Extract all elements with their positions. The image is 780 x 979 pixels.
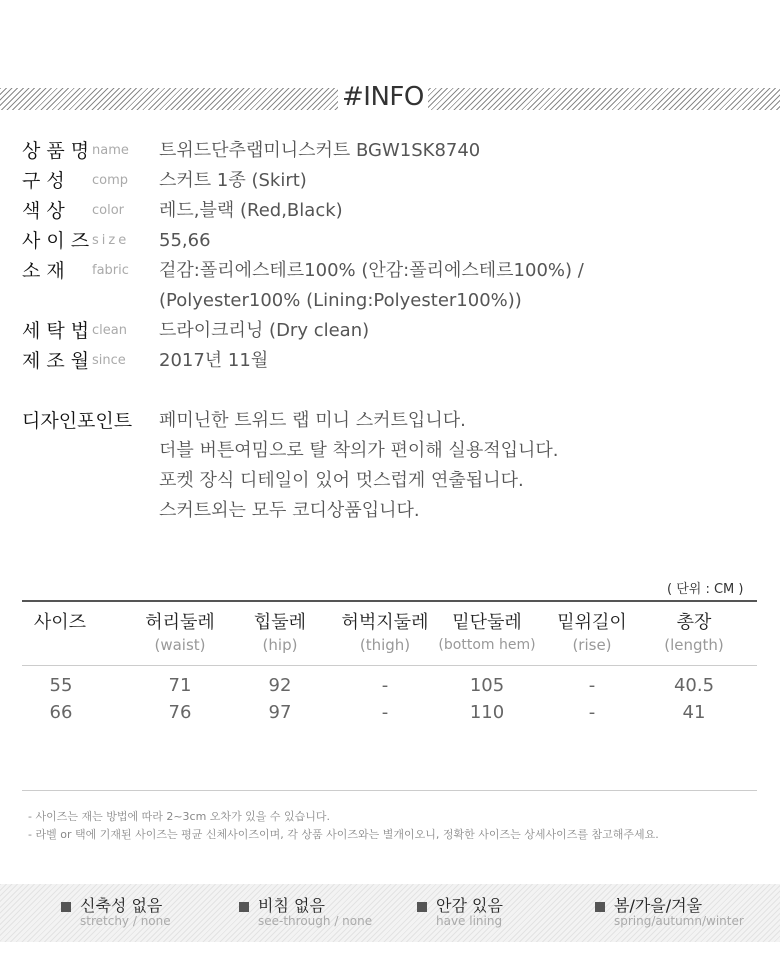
- unit-label: ( 단위 : CM ): [667, 582, 744, 597]
- info-sublabel: comp: [92, 173, 129, 188]
- info-value: 55,66: [159, 230, 211, 251]
- design-point-label: 디자인포인트: [22, 410, 133, 432]
- table-cell: 76: [168, 702, 192, 723]
- feature-sublabel: stretchy / none: [80, 914, 171, 928]
- size-note: - 라벨 or 택에 기재된 사이즈는 평균 신체사이즈이며, 각 상품 사이즈와는 별개이오니, 정확한 사이즈는 상세사이즈를 참고해주세요.: [28, 828, 659, 841]
- table-cell: 97: [268, 702, 292, 723]
- design-point-line: 스커트외는 모두 코디상품입니다.: [159, 500, 420, 521]
- info-sublabel: since: [92, 353, 126, 368]
- info-value: 트위드단추랩미니스커트 BGW1SK8740: [159, 140, 481, 161]
- square-bullet-icon: [239, 902, 249, 912]
- table-header-hip: 힙둘레 (hip): [253, 612, 307, 654]
- table-cell: -: [588, 702, 596, 723]
- info-label: 색 상: [22, 200, 65, 222]
- square-bullet-icon: [417, 902, 427, 912]
- feature-label: 비침 없음: [258, 896, 325, 915]
- feature-sublabel: have lining: [436, 914, 503, 928]
- table-header-length: 총장 (length): [664, 612, 724, 654]
- info-sublabel: clean: [92, 323, 127, 338]
- table-top-border: [22, 600, 757, 602]
- table-header-rise: 밑위길이 (rise): [557, 612, 627, 654]
- info-label: 소 재: [22, 260, 65, 282]
- feature-sublabel: see-through / none: [258, 914, 373, 928]
- table-cell: 41: [682, 702, 706, 723]
- table-cell: 71: [168, 675, 192, 696]
- info-value: 2017년 11월: [159, 350, 269, 371]
- info-sublabel: size: [92, 233, 130, 248]
- design-point-line: 페미닌한 트위드 랩 미니 스커트입니다.: [159, 410, 466, 431]
- feature-label: 신축성 없음: [80, 896, 163, 915]
- info-label: 사 이 즈: [22, 230, 90, 252]
- info-value: 레드,블랙 (Red,Black): [159, 200, 343, 221]
- table-header-size: 사이즈: [33, 612, 87, 633]
- table-header-bottom-hem: 밑단둘레 (bottom hem): [438, 612, 536, 653]
- table-cell: -: [588, 675, 596, 696]
- table-cell: 55: [49, 675, 73, 696]
- table-header-waist: 허리둘레 (waist): [145, 612, 215, 654]
- table-header-thigh: 허벅지둘레 (thigh): [341, 612, 429, 654]
- square-bullet-icon: [595, 902, 605, 912]
- table-cell: 92: [268, 675, 292, 696]
- info-label: 세 탁 법: [22, 320, 90, 342]
- size-note: - 사이즈는 재는 방법에 따라 2~3cm 오차가 있을 수 있습니다.: [28, 810, 331, 823]
- table-cell: 105: [469, 675, 505, 696]
- info-value: 스커트 1종 (Skirt): [159, 170, 307, 191]
- feature-label: 봄/가을/겨울: [614, 896, 703, 915]
- info-sublabel: name: [92, 143, 129, 158]
- design-point-line: 더블 버튼여밈으로 탈 착의가 편이해 실용적입니다.: [159, 440, 559, 461]
- info-sublabel: fabric: [92, 263, 129, 278]
- feature-label: 안감 있음: [436, 896, 503, 915]
- feature-sublabel: spring/autumn/winter: [614, 914, 744, 928]
- table-header-divider: [22, 665, 757, 666]
- info-label: 제 조 월: [22, 350, 90, 372]
- info-value: 겉감:폴리에스테르100% (안감:폴리에스테르100%) /: [159, 260, 584, 281]
- table-cell: 66: [49, 702, 73, 723]
- square-bullet-icon: [61, 902, 71, 912]
- table-cell: -: [381, 675, 389, 696]
- design-point-line: 포켓 장식 디테일이 있어 멋스럽게 연출됩니다.: [159, 470, 524, 491]
- info-label: 구 성: [22, 170, 65, 192]
- table-cell: -: [381, 702, 389, 723]
- table-cell: 40.5: [673, 675, 715, 696]
- info-value: (Polyester100% (Lining:Polyester100%)): [159, 290, 522, 311]
- table-cell: 110: [469, 702, 505, 723]
- info-value: 드라이크리닝 (Dry clean): [159, 320, 370, 341]
- info-label: 상 품 명: [22, 140, 90, 162]
- title-bar: [0, 82, 780, 112]
- page-title: #INFO: [338, 82, 428, 112]
- table-bottom-border: [22, 790, 757, 791]
- info-sublabel: color: [92, 203, 125, 218]
